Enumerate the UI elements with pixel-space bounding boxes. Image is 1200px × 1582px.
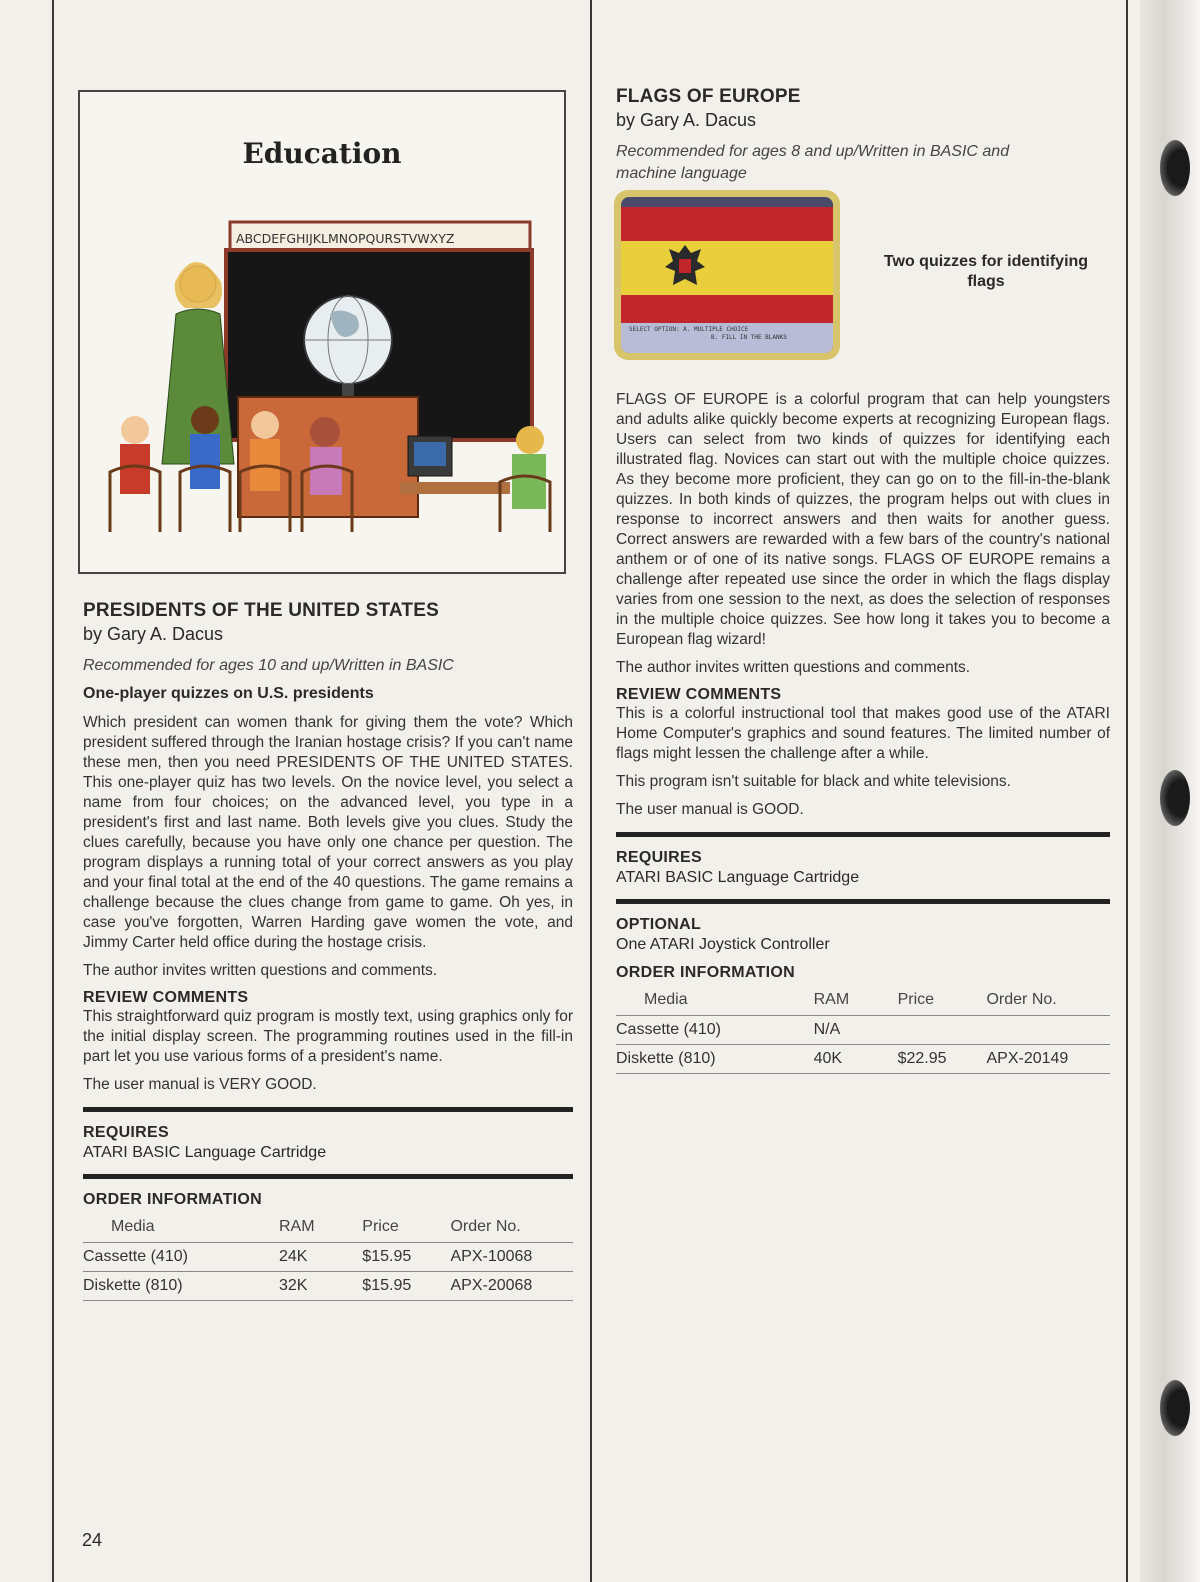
flags-bw-note: This program isn't suitable for black and white televisions.: [616, 773, 1011, 790]
order-cell-price: $15.95: [362, 1272, 450, 1301]
flags-title: FLAGS OF EUROPE: [616, 86, 801, 107]
binder-hole-top: [1160, 140, 1190, 196]
order-cell-price: $22.95: [898, 1045, 987, 1074]
education-illustration: [78, 90, 566, 574]
order-col-order-no: Order No.: [986, 991, 1057, 1008]
right-margin-rule: [1126, 0, 1128, 1582]
presidents-review-heading: REVIEW COMMENTS: [83, 989, 249, 1006]
order-cell-price: [898, 1016, 987, 1045]
flag-stripe-yellow: [621, 241, 833, 295]
order-cell-order-no: [986, 1016, 1110, 1045]
order-col-media: Media: [644, 991, 688, 1008]
page-number: 24: [82, 1530, 103, 1550]
presidents-divider-1: [83, 1107, 573, 1112]
order-cell-ram: 40K: [814, 1045, 898, 1074]
screen-menu-line2: B. FILL IN THE BLANKS: [711, 334, 787, 341]
presidents-order-table: [83, 1215, 573, 1301]
flags-screenshot-caption: Two quizzes for identifying flags: [883, 253, 1089, 290]
flags-author: by Gary A. Dacus: [616, 110, 757, 130]
presidents-order-heading: ORDER INFORMATION: [83, 1191, 263, 1208]
table-row: [616, 1045, 1110, 1074]
flags-description: FLAGS OF EUROPE is a colorful program that can help youngsters and adults alike quickly become experts at recognizing European flags. Users can select from two kinds of quizzes for identifying each illustrated flag. Novices can start out with the multiple choice quizzes. As they become more proficient, they can go on to the fill-in-the-blank quizzes. In both kinds of quizzes, the program helps out with clues in response to incorrect answers and then waits for another guess. Correct answers are rewarded with a few bars of the country's national anthem or of one of its native songs. FLAGS OF EUROPE remains a challenge after repeated use since the order in which the flags display varies from one session to the next, as does the selection of responses in the multiple choice quizzes. See how long it takes you to become a European flag wizard!: [616, 391, 1110, 648]
presidents-listing: [83, 600, 573, 1301]
presidents-recommended: Recommended for ages 10 and up/Written in BASIC: [83, 657, 454, 674]
order-cell-media: Cassette (410): [83, 1243, 279, 1272]
order-cell-order-no: APX-10068: [450, 1243, 573, 1272]
presidents-requires-heading: REQUIRES: [83, 1124, 169, 1141]
flags-optional-heading: OPTIONAL: [616, 916, 702, 933]
order-cell-order-no: APX-20149: [986, 1045, 1110, 1074]
eagle-emblem-icon: [663, 241, 707, 291]
flags-requires-text: ATARI BASIC Language Cartridge: [616, 869, 860, 886]
order-header-row: [83, 1215, 573, 1243]
binder-hole-bottom: [1160, 1380, 1190, 1436]
order-cell-price: $15.95: [362, 1243, 450, 1272]
flags-body: [616, 390, 1110, 1074]
order-cell-ram: 32K: [279, 1272, 362, 1301]
flags-author-invite: The author invites written questions and comments.: [616, 659, 971, 676]
flag-menu-bar: [621, 323, 833, 353]
order-col-ram: RAM: [279, 1218, 315, 1235]
order-cell-media: Diskette (810): [616, 1045, 814, 1074]
flags-listing: [616, 86, 1110, 193]
binder-hole-middle: [1160, 770, 1190, 826]
order-cell-ram: 24K: [279, 1243, 362, 1272]
order-col-media: Media: [111, 1218, 155, 1235]
classroom-drawing: [80, 92, 564, 572]
illustration-title: Education: [242, 137, 402, 170]
order-cell-order-no: APX-20068: [450, 1272, 573, 1301]
flags-manual-rating: The user manual is GOOD.: [616, 801, 804, 818]
table-row: [83, 1272, 573, 1301]
flags-screenshot: [614, 190, 840, 360]
order-cell-media: Cassette (410): [616, 1016, 814, 1045]
order-col-price: Price: [897, 991, 935, 1008]
presidents-author: by Gary A. Dacus: [83, 624, 224, 644]
flags-requires-heading: REQUIRES: [616, 849, 702, 866]
table-row: [616, 1016, 1110, 1045]
order-header-row: [616, 988, 1110, 1016]
flag-stripe-red-top: [621, 207, 833, 241]
flags-order-heading: ORDER INFORMATION: [616, 964, 796, 981]
flags-recommended: Recommended for ages 8 and up/Written in BASIC and machine language: [616, 143, 1010, 182]
presidents-author-invite: The author invites written questions and comments.: [83, 962, 438, 979]
flags-order-table: [616, 988, 1110, 1074]
presidents-description: Which president can women thank for giving them the vote? Which president suffered through the Iranian hostage crisis? If you can't name these men, then you need PRESIDENTS OF THE UNITED STATES. This one-player quiz has two levels. On the novice level, you select a name from four choices; on the advanced level, you type in a president's first and last name. Both levels give you clues. Study the clues carefully, because you have only one chance per question. The program displays a running total of your correct answers as you play and your final total at the end of the 40 questions. The game remains a challenge because the clues change from game to game. Oh yes, in case you've forgotten, Warren Harding gave women the vote, and Jimmy Carter held office during the hostage crisis.: [83, 714, 573, 951]
order-col-ram: RAM: [813, 991, 850, 1008]
presidents-requires-text: ATARI BASIC Language Cartridge: [83, 1144, 327, 1161]
table-row: [83, 1243, 573, 1272]
order-cell-ram: N/A: [814, 1016, 898, 1045]
center-column-rule: [590, 0, 592, 1582]
presidents-tagline: One-player quizzes on U.S. presidents: [83, 685, 374, 702]
left-margin-rule: [52, 0, 54, 1582]
presidents-title: PRESIDENTS OF THE UNITED STATES: [83, 600, 439, 621]
order-col-price: Price: [362, 1218, 399, 1235]
flags-divider-2: [616, 899, 1110, 904]
flags-divider-1: [616, 832, 1110, 837]
order-col-order-no: Order No.: [450, 1218, 521, 1235]
flags-optional-text: One ATARI Joystick Controller: [616, 936, 830, 953]
presidents-review-text: This straightforward quiz program is mostly text, using graphics only for the initial display screen. The programming routines used in the fill-in part let you use various forms of a president's name.: [83, 1008, 573, 1065]
screen-menu-line1: SELECT OPTION: A. MULTIPLE CHOICE: [629, 326, 749, 333]
order-cell-media: Diskette (810): [83, 1272, 279, 1301]
presidents-divider-2: [83, 1174, 573, 1179]
flag-stripe-red-bottom: [621, 295, 833, 323]
tv-screen: [621, 197, 833, 353]
alphabet-text: ABCDEFGHIJKLMNOPQURSTVWXYZ: [236, 231, 455, 246]
presidents-manual-rating: The user manual is VERY GOOD.: [83, 1076, 317, 1093]
flags-review-text: This is a colorful instructional tool that makes good use of the ATARI Home Computer's graphics and sound features. The limited number of flags might lessen the challenge after a while.: [616, 705, 1110, 762]
flags-review-heading: REVIEW COMMENTS: [616, 686, 782, 703]
